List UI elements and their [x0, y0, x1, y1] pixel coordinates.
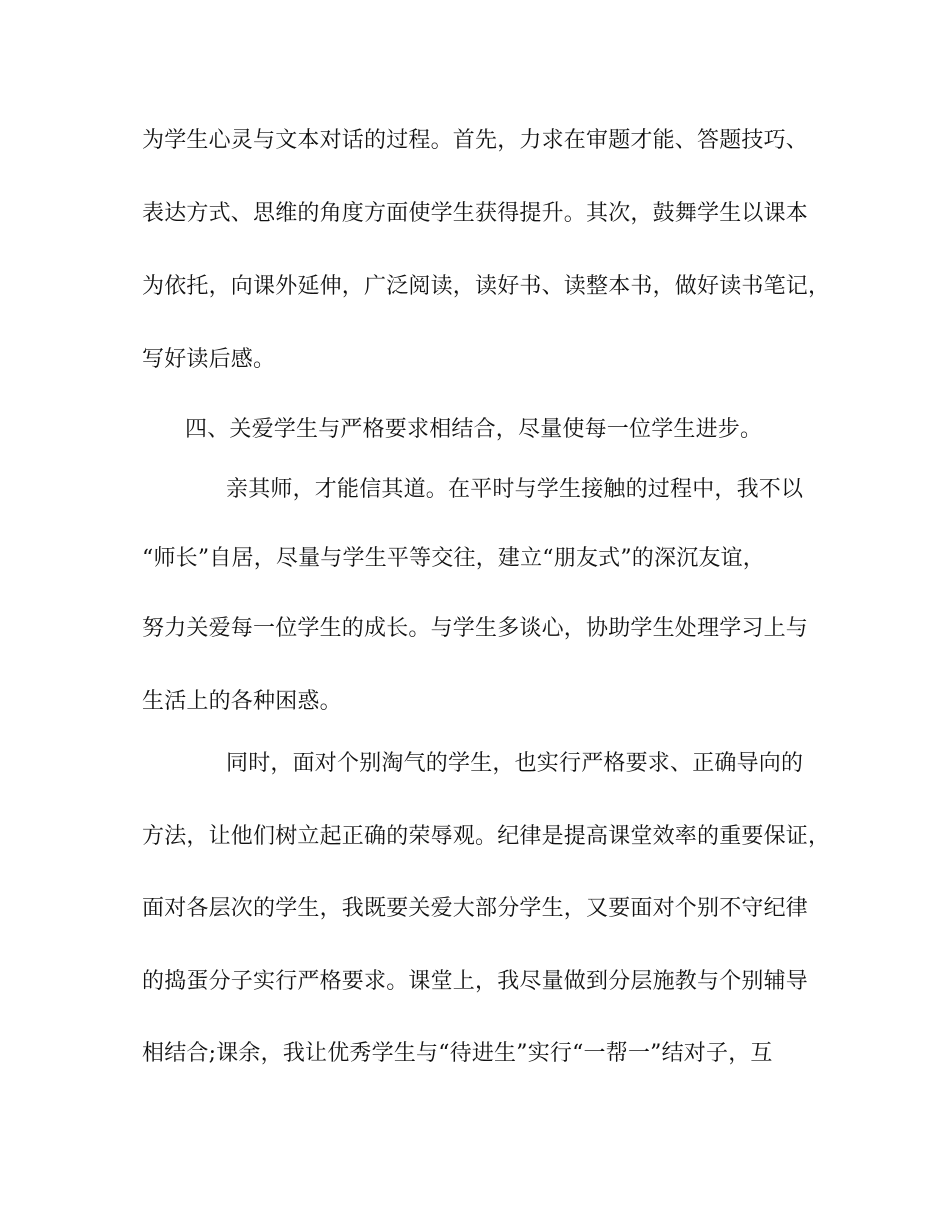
paragraph-line: 表达方式、思维的角度方面使学生获得提升。其次，鼓舞学生以课本: [142, 201, 809, 226]
paragraph-line: 同时，面对个别淘气的学生，也实行严格要求、正确导向的: [226, 751, 804, 776]
paragraph-line: 努力关爱每一位学生的成长。与学生多谈心，协助学生处理学习上与: [142, 616, 809, 641]
paragraph-line: 相结合;课余，我让优秀学生与“待进生”实行“一帮一”结对子，互: [142, 1041, 773, 1066]
paragraph-line: 面对各层次的学生，我既要关爱大部分学生，又要面对个别不守纪律: [142, 896, 809, 921]
paragraph-line: 为学生心灵与文本对话的过程。首先，力求在审题才能、答题技巧、: [142, 128, 809, 153]
paragraph-line: 方法，让他们树立起正确的荣辱观。纪律是提高课堂效率的重要保证，: [142, 824, 831, 849]
paragraph-line: 为依托，向课外延伸，广泛阅读，读好书、读整本书，做好读书笔记，: [142, 274, 831, 299]
paragraph-line: 亲其师，才能信其道。在平时与学生接触的过程中，我不以: [226, 477, 804, 502]
paragraph-line: “师长”自居，尽量与学生平等交往，建立“朋友式”的深沉友谊，: [142, 546, 765, 571]
paragraph-line: 的捣蛋分子实行严格要求。课堂上，我尽量做到分层施教与个别辅导: [142, 969, 809, 994]
paragraph-line: 生活上的各种困惑。: [142, 689, 342, 714]
paragraph-line: 写好读后感。: [142, 347, 276, 372]
section-heading: 四、关爱学生与严格要求相结合，尽量使每一位学生进步。: [185, 417, 763, 442]
